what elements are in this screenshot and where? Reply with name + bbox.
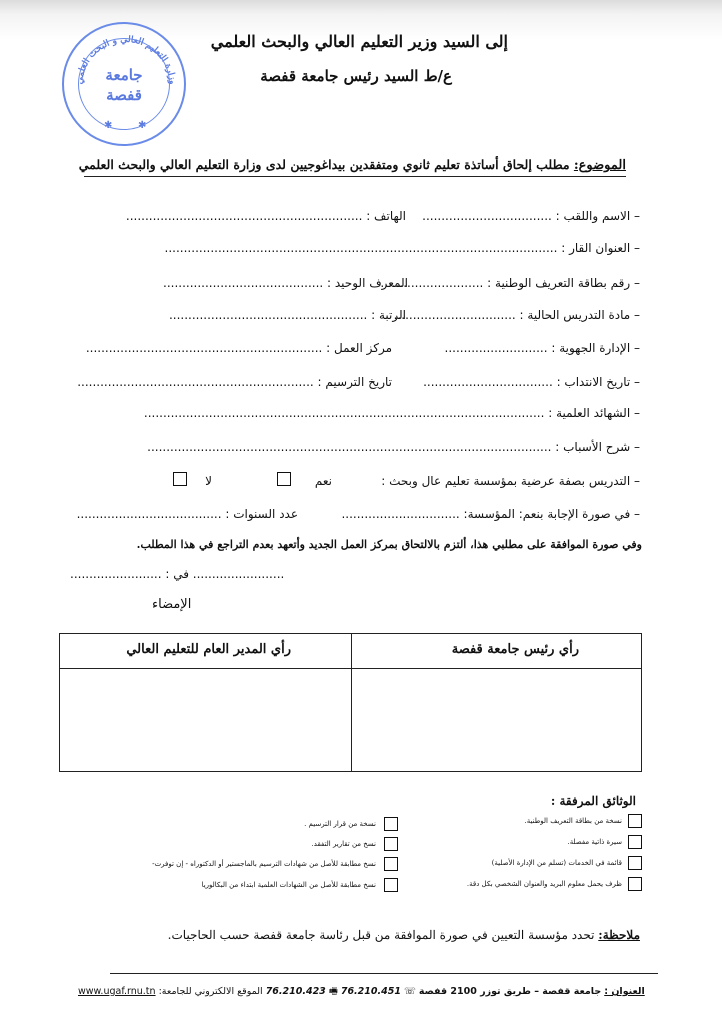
field-tenure-date: تاريخ الترسيم : .............................................................. (77, 375, 392, 389)
via-line: ع/ط السيد رئيس جامعة قفصة (260, 67, 452, 85)
doc-checkbox-r1[interactable] (628, 814, 642, 828)
doc-checkbox-l3[interactable] (384, 857, 398, 871)
opinion-table (59, 633, 642, 772)
subject-text: مطلب إلحاق أساتذة تعليم ثانوي ومتفقدين بيداغوجيين لدى وزارة التعليم العالي والبحث العلمي (78, 157, 570, 172)
footer-phone: 76.210.451 (340, 986, 401, 997)
field-secondment-date: – تاريخ الانتداب : .................................. (423, 375, 640, 389)
field-reasons: – شرح الأسباب : .......................................................................................................... (147, 440, 640, 454)
field-subject-taught: – مادة التدريس الحالية : ................................ (393, 308, 640, 322)
subject-underline (84, 176, 626, 177)
field-rank: الرتبة : .................................................... (168, 308, 406, 322)
doc-item-l4: نسخ مطابقة للأصل من الشهادات العلمية ابتداء من البكالوريا (201, 881, 376, 889)
field-unique-id: المعرف الوحيد : .......................................... (163, 276, 408, 290)
footer-divider (110, 973, 658, 974)
doc-item-l2: نسخ من تقارير التفقد. (311, 840, 376, 848)
doc-checkbox-r4[interactable] (628, 877, 642, 891)
stamp-center-line2: قفصة (106, 86, 142, 104)
place-date: ........................ في : ........................ (70, 567, 285, 581)
subject-line (79, 157, 626, 173)
no-label: لا (205, 474, 212, 488)
fax-icon: 🖷 (328, 986, 338, 997)
yes-checkbox[interactable] (277, 472, 291, 486)
doc-checkbox-r2[interactable] (628, 835, 642, 849)
subject-label: الموضوع: (573, 158, 626, 173)
no-checkbox[interactable] (173, 472, 187, 486)
footer (78, 984, 645, 1000)
field-regional-admin: – الإدارة الجهوية : ........................... (444, 341, 640, 355)
footer-address-label: العنوان : (604, 986, 645, 997)
declaration: وفي صورة الموافقة على مطلبي هذا، ألتزم بالالتحاق بمركز العمل الجديد وأتعهد بعدم التراجع في هذا المطلب. (136, 538, 642, 551)
field-teaching-question: – التدريس بصفة عرضية بمؤسسة تعليم عال وبحث : (381, 474, 640, 488)
svg-text:✱: ✱ (104, 120, 113, 131)
field-workplace: مركز العمل : .............................................................. (85, 341, 392, 355)
doc-checkbox-l1[interactable] (384, 817, 398, 831)
footer-website-label: الموقع الالكتروني للجامعة: (158, 986, 263, 997)
signature-label: الإمضاء (152, 597, 192, 612)
doc-item-l3: نسخ مطابقة للأصل من شهادات الترسيم بالماجستير أو الدكتوراه - إن توفرت- (152, 860, 376, 868)
phone-icon: ☏ (403, 986, 416, 997)
stamp-ring-text: وزارة التعليم العالي و البحث العلمي (74, 34, 178, 85)
yes-label: نعم (314, 474, 332, 488)
documents-title: الوثائق المرفقة : (550, 794, 636, 808)
note (168, 928, 640, 942)
doc-checkbox-l4[interactable] (384, 878, 398, 892)
doc-checkbox-l2[interactable] (384, 837, 398, 851)
field-name: – الاسم واللقب : .................................. (422, 209, 640, 223)
doc-item-r1: نسخة من بطاقة التعريف الوطنية. (524, 817, 622, 825)
field-cin: – رقم بطاقة التعريف الوطنية : ........................... (380, 276, 640, 290)
stamp-center-line1: جامعة (105, 66, 143, 84)
president-opinion-header: رأي رئيس جامعة قفصة (451, 642, 579, 657)
doc-item-l1: نسخة من قرار الترسيم . (304, 820, 376, 828)
footer-fax: 76.210.423 (265, 986, 326, 997)
doc-item-r2: سيرة ذاتية مفصلة. (567, 838, 622, 846)
addressee-line: إلى السيد وزير التعليم العالي والبحث العلمي (210, 32, 508, 51)
university-stamp (62, 22, 186, 146)
svg-text:✱: ✱ (138, 120, 147, 131)
field-address: – العنوان القار : ....................................................................................................... (164, 241, 640, 255)
doc-item-r3: قائمة في الخدمات (تسلم من الإدارة الأصلية) (491, 859, 622, 867)
note-label: ملاحظة: (598, 928, 640, 942)
note-text: تحدد مؤسسة التعيين في صورة الموافقة من قبل رئاسة جامعة قفصة حسب الحاجيات. (167, 928, 595, 942)
field-diplomas: – الشهائد العلمية : ......................................................................................................... (143, 406, 640, 420)
field-institution: – في صورة الإجابة بنعم: المؤسسة: ............................... (341, 507, 640, 521)
doc-item-r4: ظرف يحمل معلوم البريد والعنوان الشخصي بكل دقة. (466, 880, 622, 888)
footer-address: جامعة قفصة – طريق توزر 2100 قفصة (418, 986, 602, 997)
director-opinion-header: رأي المدير العام للتعليم العالي (126, 642, 291, 657)
doc-checkbox-r3[interactable] (628, 856, 642, 870)
footer-website[interactable]: www.ugaf.rnu.tn (78, 986, 156, 997)
field-phone: الهاتف : .............................................................. (125, 209, 406, 223)
field-years: عدد السنوات : ...................................... (76, 507, 298, 521)
